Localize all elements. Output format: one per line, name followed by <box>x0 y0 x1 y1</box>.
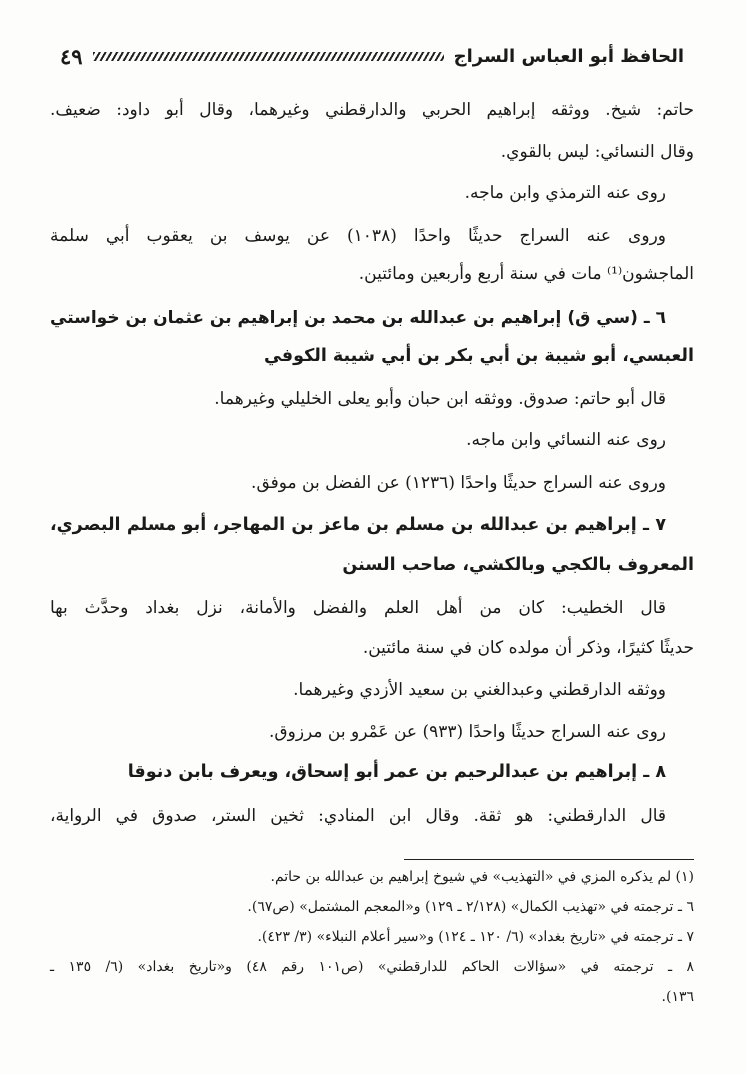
text-line: وروى عنه السراج حديثًا واحدًا (١٢٣٦) عن الفضل بن موفق. <box>251 473 666 493</box>
text-line: روى عنه السراج حديثًا واحدًا (٩٣٣) عن عَمْرو بن مرزوق. <box>269 722 666 742</box>
text-line: قال أبو حاتم: صدوق. ووثقه ابن حبان وأبو يعلى الخليلي وغيرهما. <box>214 389 666 409</box>
footnote: ٨ ـ ترجمته في «سؤالات الحاكم للدارقطني» (ص١٠١ رقم ٤٨) و«تاريخ بغداد» (٦/ ١٣٥ ـ <box>50 959 694 975</box>
entry-heading: ٨ ـ إبراهيم بن عبدالرحيم بن عمر أبو إسحاق، ويعرف بابن دنوقا <box>127 762 666 782</box>
text-line: روى عنه النسائي وابن ماجه. <box>466 430 666 450</box>
footnote-rule <box>404 859 694 860</box>
entry-heading: المعروف بالكجي وبالكشي، صاحب السنن <box>342 555 694 575</box>
running-title: الحافظ أبو العباس السراج <box>453 45 684 67</box>
text-line: ووثقه الدارقطني وعبدالغني بن سعيد الأزدي وغيرهما. <box>293 680 666 700</box>
text-line: حديثًا كثيرًا، وذكر أن مولده كان في سنة مائتين. <box>362 638 694 658</box>
text-line: وقال النسائي: ليس بالقوي. <box>500 142 694 162</box>
entry-heading: العبسي، أبو شيبة بن أبي بكر بن أبي شيبة الكوفي <box>263 346 694 366</box>
text-line: الماجشون⁽¹⁾ مات في سنة أربع وأربعين ومائتين. <box>358 264 694 284</box>
entry-heading: ٦ ـ (سي ق) إبراهيم بن عبدالله بن محمد بن إبراهيم بن عثمان بن خواستي <box>50 308 666 328</box>
text-line: وروى عنه السراج حديثًا واحدًا (١٠٣٨) عن يوسف بن يعقوب أبي سلمة <box>50 226 666 246</box>
text-line: قال الخطيب: كان من أهل العلم والفضل والأمانة، نزل بغداد وحدَّث بها <box>50 598 666 618</box>
footnote: ١٣٦). <box>661 989 694 1005</box>
entry-heading: ٧ ـ إبراهيم بن عبدالله بن مسلم بن ماعز بن المهاجر، أبو مسلم البصري، <box>50 515 666 535</box>
page-header <box>60 38 684 74</box>
page-number: ٤٩ <box>60 43 83 69</box>
text-line: روى عنه الترمذي وابن ماجه. <box>464 183 666 203</box>
footnote: (١) لم يذكره المزي في «التهذيب» في شيوخ إبراهيم بن عبدالله بن حاتم. <box>270 869 694 885</box>
text-line: قال الدارقطني: هو ثقة. وقال ابن المنادي: ثخين الستر، صدوق في الرواية، <box>50 806 666 826</box>
header-hatch-rule <box>93 52 444 61</box>
footnote: ٧ ـ ترجمته في «تاريخ بغداد» (٦/ ١٢٠ ـ ١٢٤) و«سير أعلام النبلاء» (٣/ ٤٢٣). <box>257 929 694 945</box>
text-line: حاتم: شيخ. ووثقه إبراهيم الحربي والدارقطني وغيرهما، وقال أبو داود: ضعيف. <box>50 100 694 120</box>
footnote: ٦ ـ ترجمته في «تهذيب الكمال» (٢/١٢٨ ـ ١٢٩) و«المعجم المشتمل» (ص٦٧). <box>247 899 694 915</box>
